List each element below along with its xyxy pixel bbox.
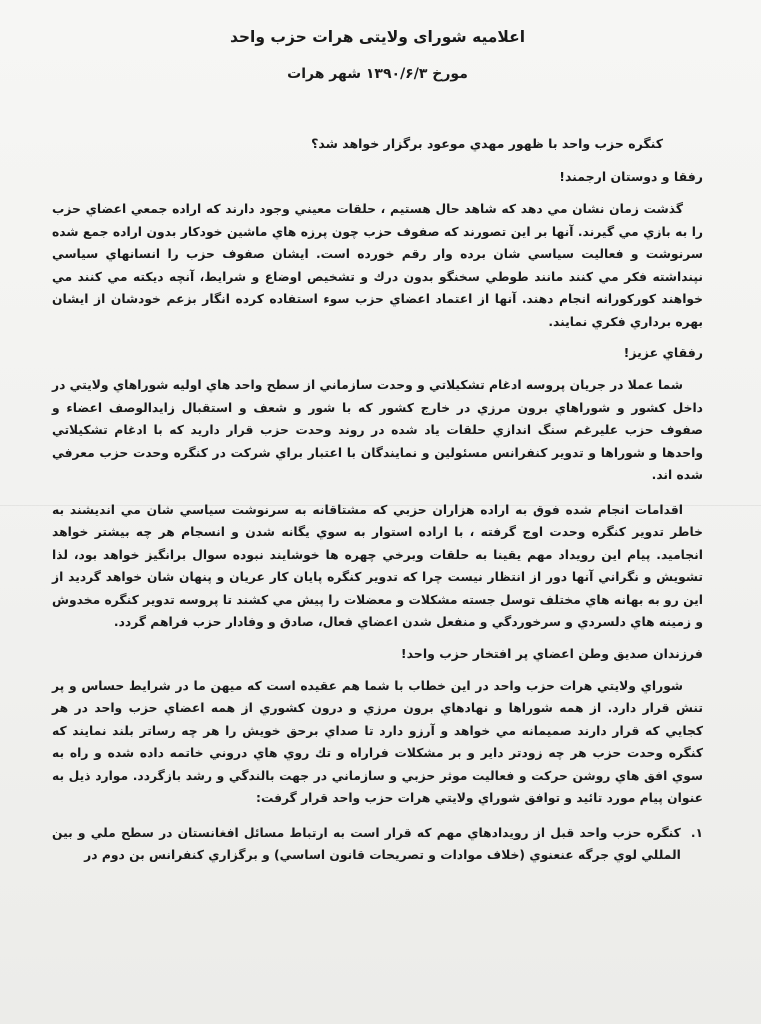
greeting-members: فرزندان صديق وطن اعضاي پر افتخار حزب واحد! (400, 645, 703, 661)
document-title: اعلامیه شورای ولایتی هرات حزب واحد (229, 28, 526, 46)
paragraph-2: شما عملا در جريان پروسه ادغام تشكيلاتي و وحدت سازماني از سطح واحد هاي اوليه شوراهاي ولايتي در داخل كشور و شوراهاي برون مرزي در خارج كشور كه با شور و شعف و استقبال زايدالوصف اعضاء و صفوف حزب عليرغم سنگ اندازي حلقات ياد شده در روند وحدت حزب قرار داريد كه با ادغام تشكيلاتي واحدها و شوراها و تدوير كنفرانس مسئولين و نمايندگان با اعتبار براي شركت در كنگره وحدت حزب معرفي شده اند. (52, 378, 703, 482)
date-line: مورخ ۱۳۹۰/۶/۳ شهر هرات (287, 66, 468, 82)
subject-line: کنگره حزب واحد با ظهور مهدي موعود برگزار خواهد شد؟ (311, 136, 663, 151)
paper-crease (0, 505, 761, 506)
paragraph-3: اقدامات انجام شده فوق به اراده هزاران حزبي كه مشتاقانه به سرنوشت سياسي شان مي انديشند به خاطر تدوير كنگره وحدت اوج گرفته ، با اراده استوار به سوي يگانه شدن و انسجام هر چه بيشتر خواهد انجاميد. پيام اين رويداد مهم يقينا به حلقات وبرخي چهره ها خوشايند نبوده سوال برانگيز خواهد بود، لذا تشويش و نگراني آنها دور از انتظار نيست چرا كه تدوير كنگره پايان كار عريان و پنهان شان خواهد گرديد از اين رو به بهانه هاي مختلف توسل جسته مشكلات و معضلات را پيش مي كشند تا پروسه تدوير كنگره مخدوش و زمينه هاي دلسردي و سرخوردگي و منفعل شدن اعضاي فعال، صادق و وفادار حزب فراهم گردد. (52, 502, 703, 629)
greeting-comrades-friends: رفقا و دوستان ارجمند! (559, 169, 703, 184)
list-item-1 (52, 822, 703, 867)
list-item-number: ۱. (690, 825, 703, 840)
paragraph-1: گذشت زمان نشان مي دهد كه شاهد حال هستيم ، حلقات معيني وجود دارند كه اراده جمعي اعضاي حزب را به بازي مي گيرند. آنها بر اين تصورند كه صفوف حزب چون پرزه هاي ماشين خودكار بدون اراده جمع شده سرنوشت و فعاليت سياسي شان برده وار رقم خورده است. ايشان صفوف حزب را انسانهاي سياسي نپنداشته فكر مي كنند مانند طوطي سخنگو بدون درك و تشخيص اوضاع و شرايط، آنچه ديكته مي كنند مي خواهند كوركورانه انجام دهند. آنها از اعتماد اعضاي حزب سوء استفاده كرده انگار بزعم خودشان از ايشان بهره برداري فكري نمايند. (52, 202, 703, 329)
list-item-text: كنگره حزب واحد قبل از رويدادهاي مهم كه قرار است به ارتباط مسائل افغانستان در سطح ملي و بين المللي لوي جرگه عنعنوي (خلاف موادات و تصريحات قانون اساسي) و برگزاري كنفرانس بن دوم در (52, 825, 681, 862)
greeting-dear-comrades: رفقاي عزيز! (623, 345, 703, 360)
paragraph-4: شوراي ولايتي هرات حزب واحد در اين خطاب با شما هم عقيده است كه ميهن ما در شرايط حساس و پر تنش قرار دارد. از همه شوراها و نهادهاي برون مرزي و درون كشوري از همه اعضاي حزب واحد در هر كجايي كه قرار دارند صميمانه مي خواهد و آرزو دارد تا صداي برحق خويش را هر چه رساتر بلند نمايند كه كنگره وحدت حزب هر چه زودتر داير و بر مشكلات فراراه و تك روي هاي دروني خاتمه داده شده و راه به سوي افق هاي روشن حركت و فعاليت موثر حزبي و سازماني در جهت بالندگي و رشد بازگردد. موارد ذيل به عنوان پيام مورد تائيد و توافق شوراي ولايتي هرات حزب واحد قرار گرفت: (52, 678, 703, 805)
